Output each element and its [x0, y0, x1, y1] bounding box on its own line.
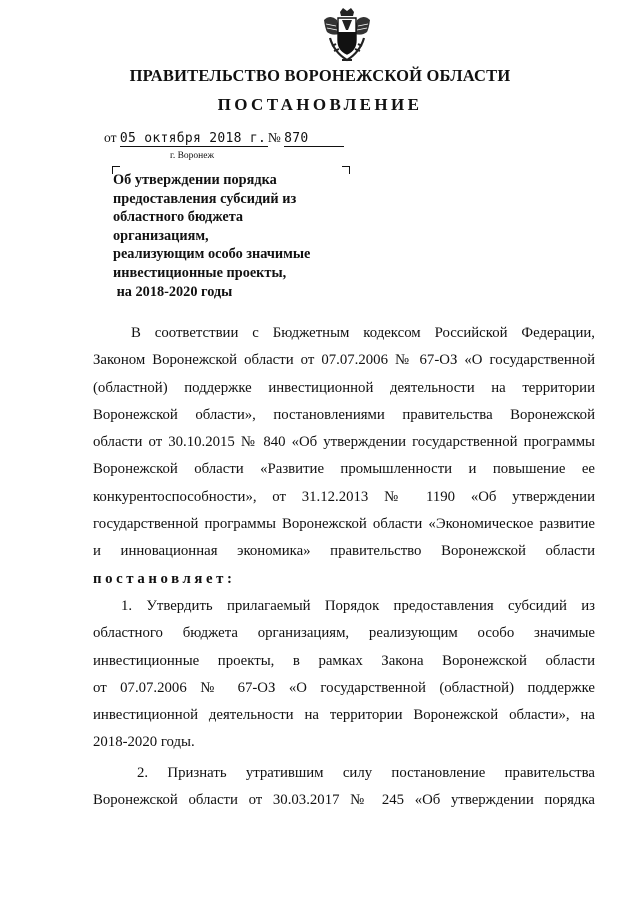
item-1-line: от 07.07.2006 № 67-ОЗ «О государственной (областной) поддержке	[93, 679, 595, 696]
number-label: №	[267, 130, 281, 145]
date-number-line	[104, 130, 344, 147]
body-line: (областной) поддержке инвестиционной деятельности на территории	[93, 379, 595, 396]
subject-corner-right	[342, 166, 350, 174]
subject-line: инвестиционные проекты,	[113, 264, 287, 281]
organization-title: ПРАВИТЕЛЬСТВО ВОРОНЕЖСКОЙ ОБЛАСТИ	[129, 66, 511, 85]
item-1-line: инвестиционной деятельности на территории Воронежской области», на	[93, 707, 595, 724]
body-text	[93, 320, 595, 814]
subject-line: организациям,	[113, 227, 209, 244]
body-line: конкурентоспособности», от 31.12.2013 № 1190 «Об утверждении	[93, 488, 595, 505]
date-field	[120, 131, 268, 147]
document-type-title: ПОСТАНОВЛЕНИЕ	[217, 95, 423, 114]
body-line: Законом Воронежской области от 07.07.2006 № 67-ОЗ «О государственной	[93, 352, 595, 369]
item-1-line: 1. Утвердить прилагаемый Порядок предоставления субсидий из	[121, 597, 595, 614]
number-value: 870	[284, 131, 309, 146]
item-1-line: 2018-2020 годы.	[93, 734, 195, 751]
subject-line: реализующим особо значимые	[113, 246, 311, 263]
body-line: Воронежской области», постановлениями правительства Воронежской	[93, 406, 595, 423]
date-value: 05 октября 2018 г.	[119, 131, 267, 146]
date-prefix: от	[104, 130, 117, 145]
item-1-line: областного бюджета организациям, реализующим особо значимые	[93, 625, 595, 642]
item-2-line: 2. Признать утратившим силу постановление правительства	[137, 764, 595, 781]
coat-of-arms-icon	[322, 6, 372, 64]
subject-line: предоставления субсидий из	[113, 190, 297, 207]
subject-line: на 2018-2020 годы	[113, 283, 233, 300]
item-2-line: Воронежской области от 30.03.2017 № 245 «Об утверждении порядка	[93, 792, 595, 809]
subject-line: Об утверждении порядка	[113, 172, 277, 188]
subject-line: областного бюджета	[113, 209, 244, 226]
city-label: г. Воронеж	[170, 151, 215, 161]
body-line: В соответствии с Бюджетным кодексом Российской Федерации,	[131, 325, 595, 341]
document-subject	[113, 171, 310, 301]
body-line: области от 30.10.2015 № 840 «Об утверждении государственной программы	[93, 434, 595, 451]
decree-word: постановляет:	[93, 570, 236, 587]
item-1-line: инвестиционные проекты, в рамках Закона Воронежской области	[93, 652, 595, 669]
body-line: Воронежской области «Развитие промышленности и повышение ее	[93, 461, 595, 478]
number-field	[284, 131, 344, 147]
body-line: и инновационная экономика» правительство Воронежской области	[93, 543, 595, 560]
body-line: государственной программы Воронежской области «Экономическое развитие	[93, 516, 595, 533]
